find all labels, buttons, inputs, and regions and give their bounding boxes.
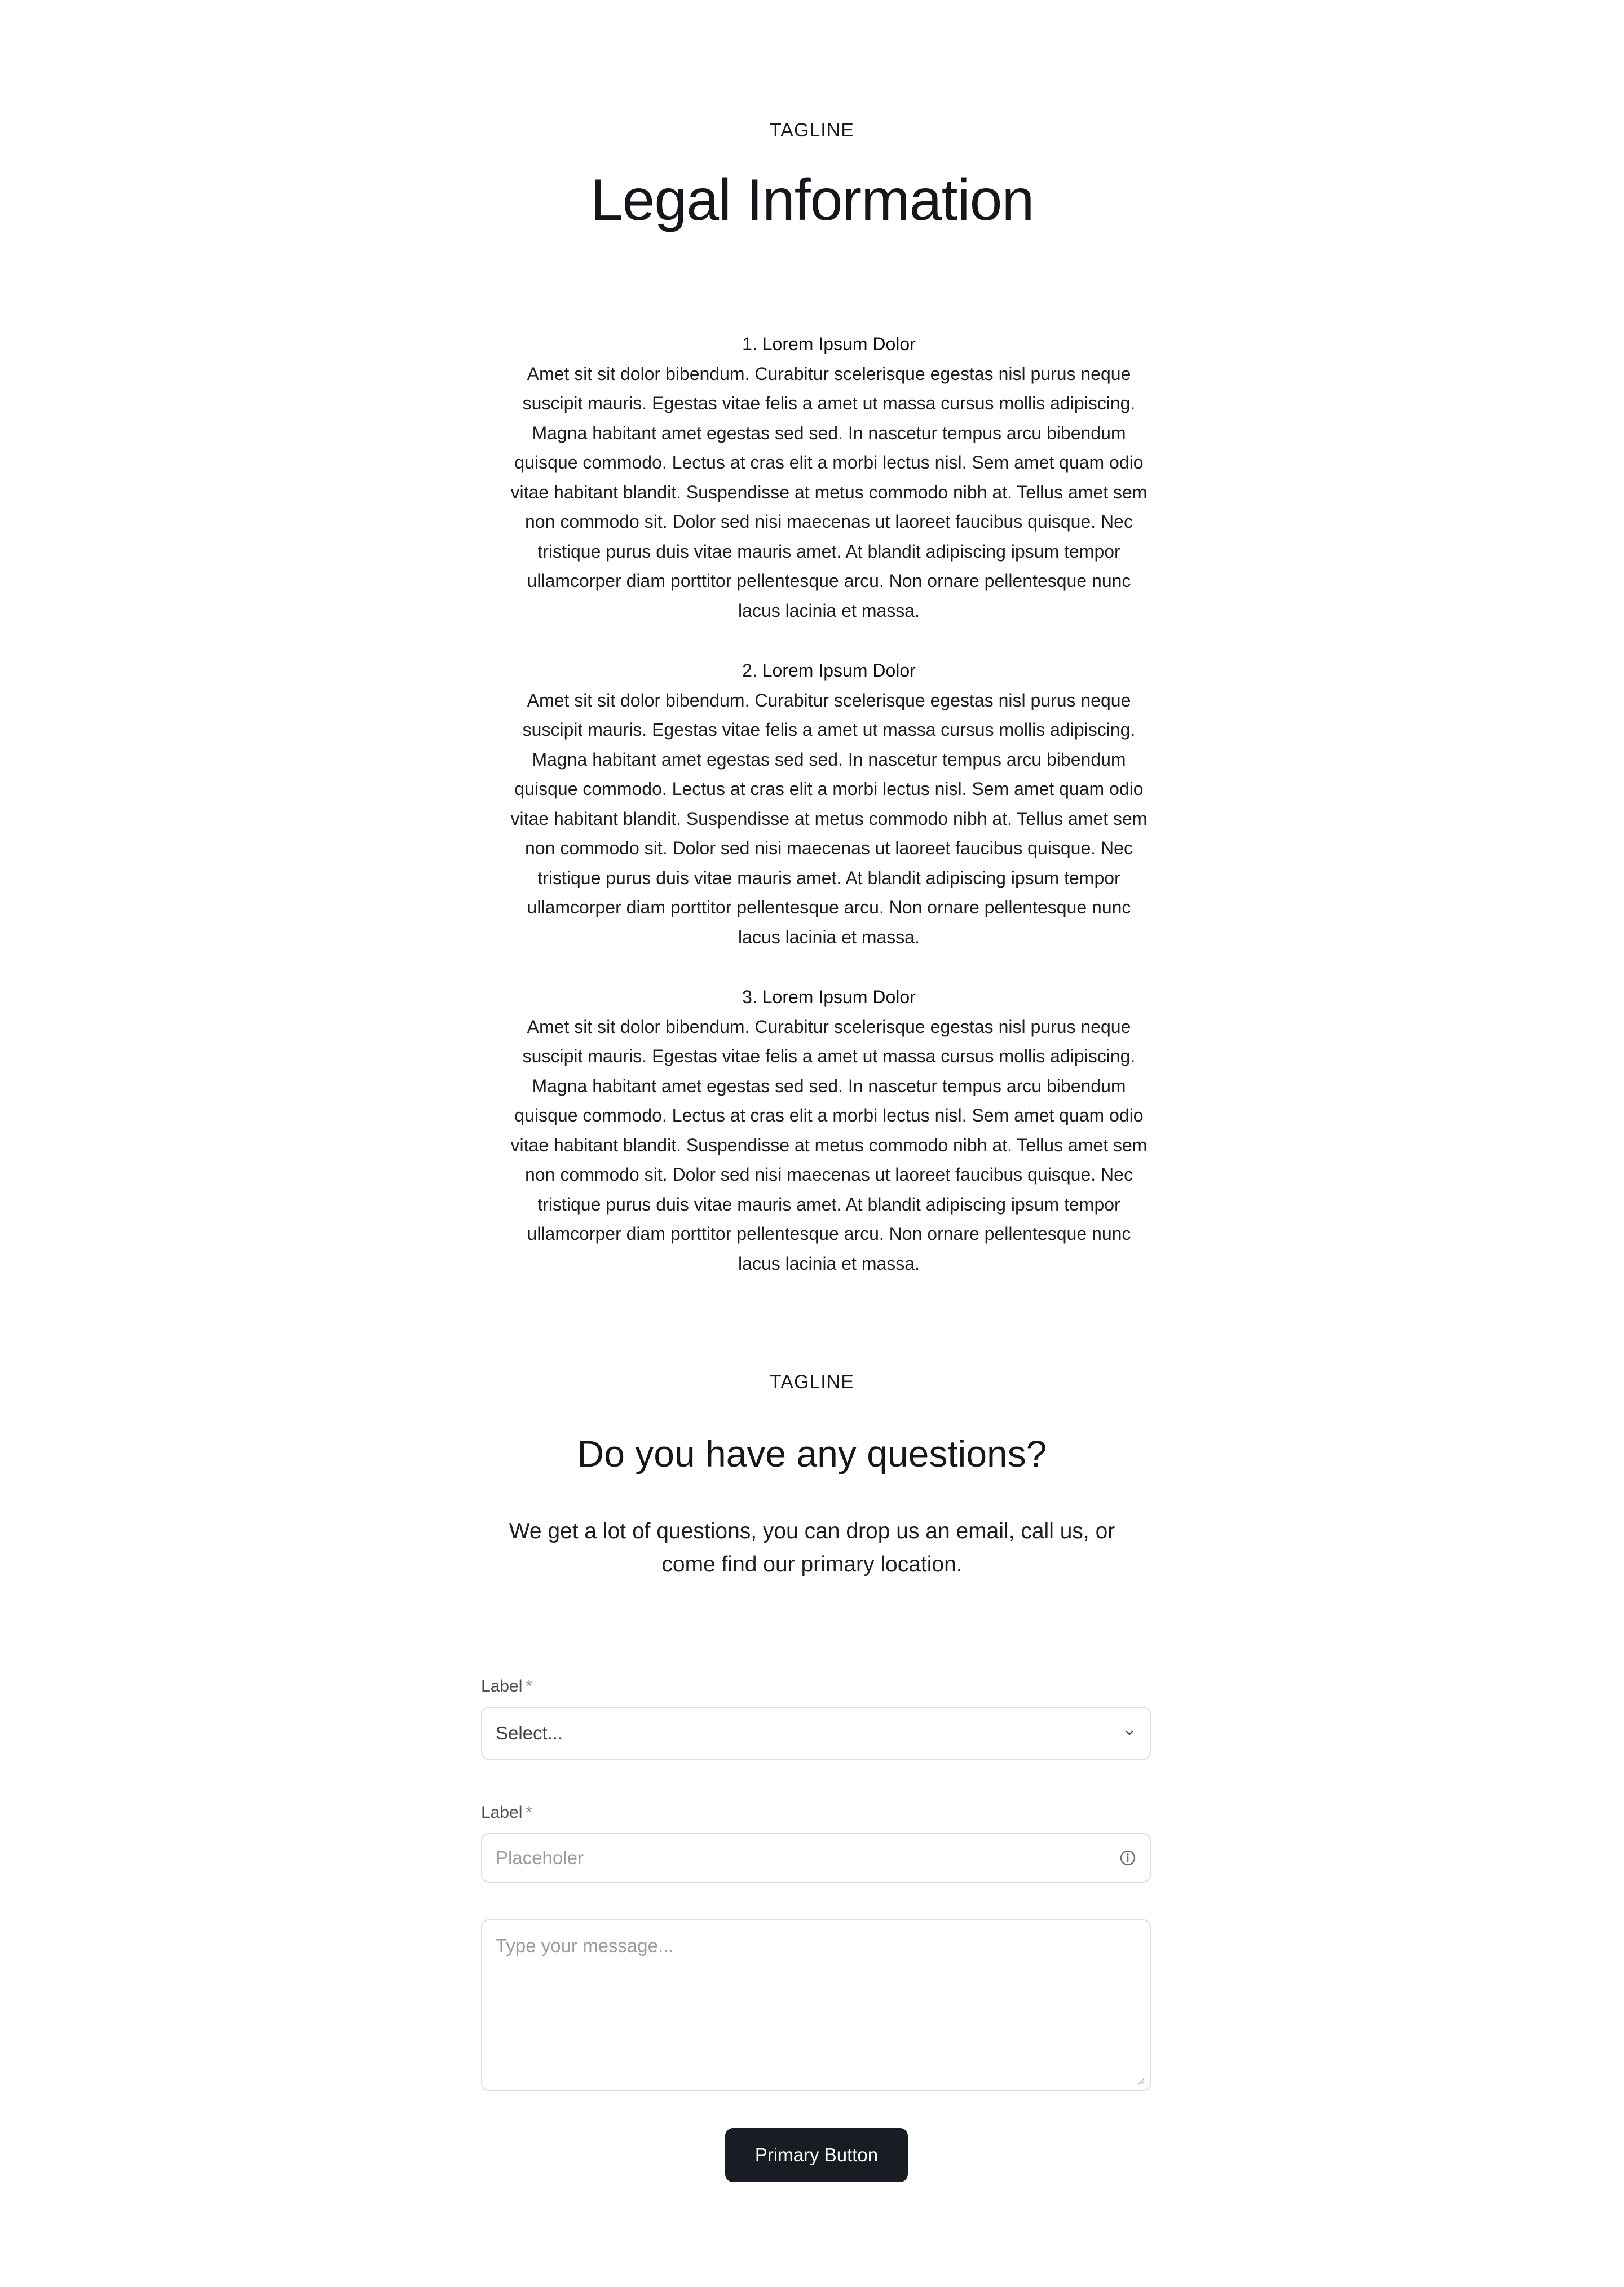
contact-tagline: TAGLINE xyxy=(770,1371,854,1393)
legal-item-heading-row xyxy=(508,329,1150,359)
legal-item-body: Amet sit sit dolor bibendum. Curabitur scelerisque egestas nisl purus neque suscipit mauris. Egestas vitae felis a amet ut massa cursus mollis adipiscing. Magna habitant amet egestas sed sed. In nascetur tempus arcu bibendum quisque commodo. Lectus at cras elit a morbi lectus nisl. Sem amet quam odio vitae habitant blandit. Suspendisse at metus commodo nibh at. Tellus amet sem non commodo sit. Dolor sed nisi maecenas ut laoreet faucibus quisque. Nec tristique purus duis vitae mauris amet. At blandit adipiscing ipsum tempor ullamcorper diam porttitor pellentesque arcu. Non ornare pellentesque nunc lacus lacinia et massa. xyxy=(510,1016,1148,1274)
resize-handle-icon[interactable] xyxy=(1136,2076,1145,2085)
chevron-down-icon xyxy=(1123,1727,1136,1740)
legal-item-body: Amet sit sit dolor bibendum. Curabitur scelerisque egestas nisl purus neque suscipit mauris. Egestas vitae felis a amet ut massa cursus mollis adipiscing. Magna habitant amet egestas sed sed. In nascetur tempus arcu bibendum quisque commodo. Lectus at cras elit a morbi lectus nisl. Sem amet quam odio vitae habitant blandit. Suspendisse at metus commodo nibh at. Tellus amet sem non commodo sit. Dolor sed nisi maecenas ut laoreet faucibus quisque. Nec tristique purus duis vitae mauris amet. At blandit adipiscing ipsum tempor ullamcorper diam porttitor pellentesque arcu. Non ornare pellentesque nunc lacus lacinia et massa. xyxy=(510,690,1148,947)
legal-item-2 xyxy=(508,656,1150,952)
legal-item-number: 1. xyxy=(742,334,757,354)
legal-item-heading: Lorem Ipsum Dolor xyxy=(762,987,916,1007)
legal-item-body: Amet sit sit dolor bibendum. Curabitur scelerisque egestas nisl purus neque suscipit mauris. Egestas vitae felis a amet ut massa cursus mollis adipiscing. Magna habitant amet egestas sed sed. In nascetur tempus arcu bibendum quisque commodo. Lectus at cras elit a morbi lectus nisl. Sem amet quam odio vitae habitant blandit. Suspendisse at metus commodo nibh at. Tellus amet sem non commodo sit. Dolor sed nisi maecenas ut laoreet faucibus quisque. Nec tristique purus duis vitae mauris amet. At blandit adipiscing ipsum tempor ullamcorper diam porttitor pellentesque arcu. Non ornare pellentesque nunc lacus lacinia et massa. xyxy=(510,363,1148,621)
required-asterisk: * xyxy=(526,1803,533,1822)
info-icon[interactable] xyxy=(1119,1849,1136,1866)
legal-sections-list xyxy=(508,329,1150,1309)
required-asterisk: * xyxy=(526,1677,533,1696)
legal-title: Legal Information xyxy=(590,167,1034,233)
primary-button[interactable]: Primary Button xyxy=(725,2128,908,2182)
legal-item-heading-row xyxy=(508,982,1150,1012)
legal-item-3 xyxy=(508,982,1150,1278)
select-field-label xyxy=(481,1677,532,1696)
legal-item-number: 3. xyxy=(742,987,757,1007)
contact-description: We get a lot of questions, you can drop us an email, call us, or come find our primary location. xyxy=(509,1519,1115,1577)
text-input-wrapper xyxy=(481,1833,1151,1883)
select-dropdown[interactable] xyxy=(481,1707,1151,1760)
legal-item-heading: Lorem Ipsum Dolor xyxy=(762,334,916,354)
contact-title: Do you have any questions? xyxy=(577,1433,1047,1474)
input-field-label xyxy=(481,1803,532,1822)
message-textarea[interactable] xyxy=(482,1920,1150,2090)
legal-item-heading-row xyxy=(508,656,1150,686)
legal-item-heading: Lorem Ipsum Dolor xyxy=(762,660,916,681)
text-input[interactable] xyxy=(496,1847,1119,1869)
legal-tagline: TAGLINE xyxy=(770,120,854,141)
legal-item-number: 2. xyxy=(742,660,757,681)
select-label-text: Label xyxy=(481,1677,523,1696)
message-textarea-wrapper xyxy=(481,1919,1151,2091)
legal-item-1 xyxy=(508,329,1150,625)
input-label-text: Label xyxy=(481,1803,523,1822)
select-value: Select... xyxy=(496,1723,563,1743)
